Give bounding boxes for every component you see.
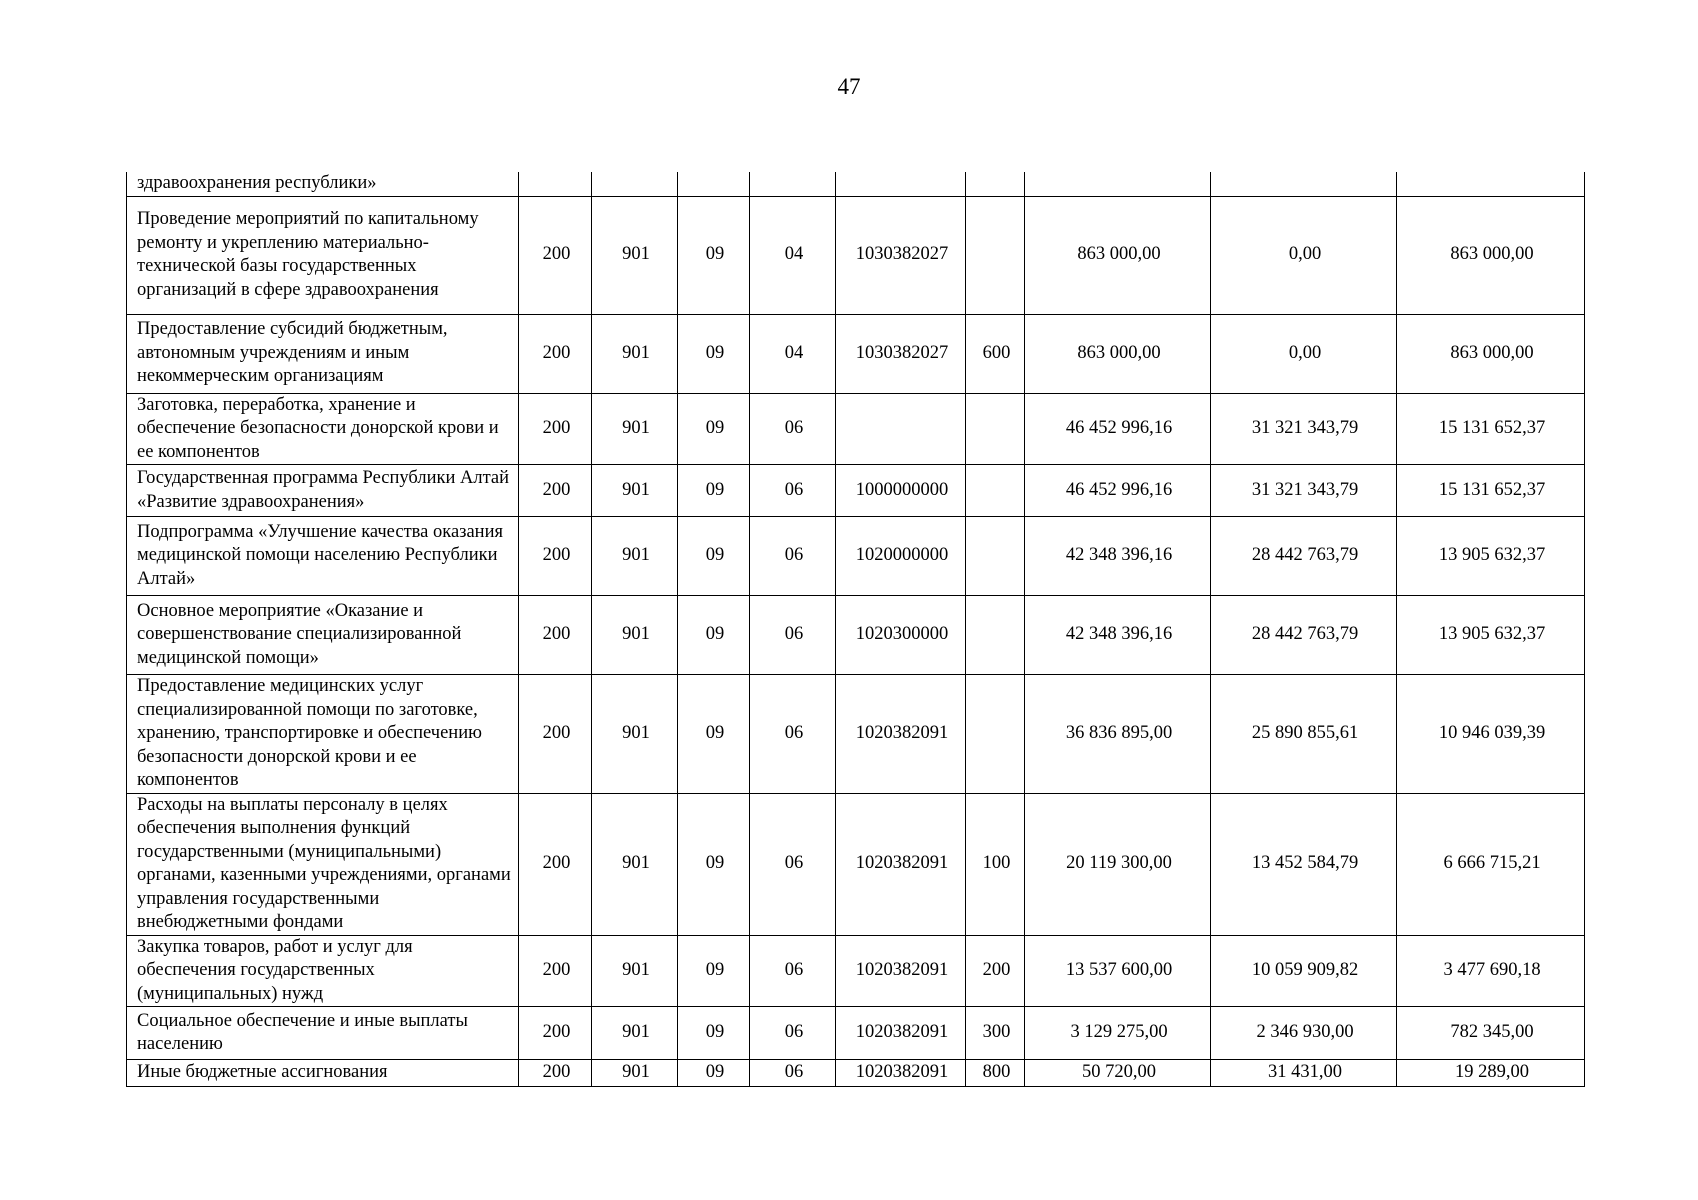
target-article-cell: 1030382027	[836, 314, 966, 393]
table-row	[127, 393, 1585, 465]
row-name-cell: Предоставление субсидий бюджетным, автономным учреждениям и иным некоммерческим организациям	[127, 314, 519, 393]
amount-executed-cell: 2 346 930,00	[1211, 1007, 1397, 1060]
ministry-code-cell: 901	[592, 465, 678, 517]
expense-type-cell: 600	[966, 314, 1025, 393]
ministry-code-cell: 901	[592, 596, 678, 675]
code-200-cell: 200	[519, 793, 592, 935]
target-article-cell: 1020382091	[836, 1007, 966, 1060]
amount-remaining-cell: 6 666 715,21	[1397, 793, 1585, 935]
target-article-cell	[836, 172, 966, 196]
ministry-code-cell: 901	[592, 675, 678, 794]
expense-type-cell: 200	[966, 935, 1025, 1007]
code-200-cell: 200	[519, 1060, 592, 1087]
amount-executed-cell: 25 890 855,61	[1211, 675, 1397, 794]
subsection-cell: 06	[750, 935, 836, 1007]
amount-remaining-cell: 15 131 652,37	[1397, 465, 1585, 517]
section-cell: 09	[678, 793, 750, 935]
section-cell: 09	[678, 935, 750, 1007]
page-number: 47	[837, 74, 861, 99]
subsection-cell: 06	[750, 675, 836, 794]
amount-executed-cell: 10 059 909,82	[1211, 935, 1397, 1007]
amount-planned-cell: 42 348 396,16	[1025, 596, 1211, 675]
subsection-cell: 06	[750, 517, 836, 596]
amount-executed-cell: 0,00	[1211, 314, 1397, 393]
expense-type-cell	[966, 196, 1025, 314]
code-200-cell: 200	[519, 314, 592, 393]
code-200-cell: 200	[519, 393, 592, 465]
amount-planned-cell: 50 720,00	[1025, 1060, 1211, 1087]
table-row	[127, 196, 1585, 314]
amount-planned-cell: 42 348 396,16	[1025, 517, 1211, 596]
section-cell: 09	[678, 596, 750, 675]
code-200-cell: 200	[519, 935, 592, 1007]
amount-planned-cell: 863 000,00	[1025, 196, 1211, 314]
expense-type-cell	[966, 517, 1025, 596]
ministry-code-cell: 901	[592, 935, 678, 1007]
table-row	[127, 1060, 1585, 1087]
subsection-cell: 06	[750, 1007, 836, 1060]
amount-planned-cell: 20 119 300,00	[1025, 793, 1211, 935]
row-name-cell: Расходы на выплаты персоналу в целях обеспечения выполнения функций государственными (муниципальными) органами, казенными учреждениями, органами управления государственными внебюджетными фондами	[127, 793, 519, 935]
expense-type-cell: 100	[966, 793, 1025, 935]
amount-planned-cell: 46 452 996,16	[1025, 465, 1211, 517]
section-cell: 09	[678, 314, 750, 393]
code-200-cell: 200	[519, 596, 592, 675]
table-row	[127, 935, 1585, 1007]
amount-planned-cell	[1025, 172, 1211, 196]
expense-type-cell	[966, 675, 1025, 794]
subsection-cell: 04	[750, 196, 836, 314]
expense-type-cell	[966, 393, 1025, 465]
expense-type-cell: 800	[966, 1060, 1025, 1087]
row-name-cell: Государственная программа Республики Алтай «Развитие здравоохранения»	[127, 465, 519, 517]
table-row	[127, 675, 1585, 794]
ministry-code-cell: 901	[592, 1060, 678, 1087]
target-article-cell: 1020300000	[836, 596, 966, 675]
section-cell: 09	[678, 1060, 750, 1087]
row-name-cell: Подпрограмма «Улучшение качества оказания медицинской помощи населению Республики Алтай»	[127, 517, 519, 596]
target-article-cell: 1020000000	[836, 517, 966, 596]
row-name-cell: Основное мероприятие «Оказание и совершенствование специализированной медицинской помощи»	[127, 596, 519, 675]
amount-executed-cell: 28 442 763,79	[1211, 517, 1397, 596]
subsection-cell: 06	[750, 793, 836, 935]
amount-remaining-cell: 782 345,00	[1397, 1007, 1585, 1060]
subsection-cell: 06	[750, 1060, 836, 1087]
table-row	[127, 1007, 1585, 1060]
table-row	[127, 596, 1585, 675]
target-article-cell: 1020382091	[836, 675, 966, 794]
expense-type-cell	[966, 596, 1025, 675]
amount-remaining-cell: 15 131 652,37	[1397, 393, 1585, 465]
ministry-code-cell: 901	[592, 393, 678, 465]
expense-type-cell	[966, 172, 1025, 196]
row-name-cell: Проведение мероприятий по капитальному ремонту и укреплению материально-технической базы государственных организаций в сфере здравоохранения	[127, 196, 519, 314]
row-name-cell: Закупка товаров, работ и услуг для обеспечения государственных (муниципальных) нужд	[127, 935, 519, 1007]
amount-planned-cell: 13 537 600,00	[1025, 935, 1211, 1007]
section-cell: 09	[678, 1007, 750, 1060]
amount-executed-cell: 31 431,00	[1211, 1060, 1397, 1087]
row-name-cell: Заготовка, переработка, хранение и обеспечение безопасности донорской крови и ее компонентов	[127, 393, 519, 465]
amount-executed-cell: 28 442 763,79	[1211, 596, 1397, 675]
amount-executed-cell: 13 452 584,79	[1211, 793, 1397, 935]
row-name-cell: Иные бюджетные ассигнования	[127, 1060, 519, 1087]
section-cell: 09	[678, 393, 750, 465]
code-200-cell: 200	[519, 1007, 592, 1060]
table-body	[127, 172, 1585, 1087]
amount-executed-cell: 0,00	[1211, 196, 1397, 314]
amount-remaining-cell: 13 905 632,37	[1397, 517, 1585, 596]
code-200-cell	[519, 172, 592, 196]
amount-remaining-cell: 3 477 690,18	[1397, 935, 1585, 1007]
table-row	[127, 172, 1585, 196]
code-200-cell: 200	[519, 517, 592, 596]
section-cell	[678, 172, 750, 196]
expense-type-cell: 300	[966, 1007, 1025, 1060]
section-cell: 09	[678, 196, 750, 314]
amount-planned-cell: 36 836 895,00	[1025, 675, 1211, 794]
ministry-code-cell	[592, 172, 678, 196]
target-article-cell: 1030382027	[836, 196, 966, 314]
amount-executed-cell: 31 321 343,79	[1211, 465, 1397, 517]
amount-remaining-cell: 13 905 632,37	[1397, 596, 1585, 675]
target-article-cell	[836, 393, 966, 465]
table-row	[127, 314, 1585, 393]
ministry-code-cell: 901	[592, 196, 678, 314]
amount-planned-cell: 863 000,00	[1025, 314, 1211, 393]
subsection-cell	[750, 172, 836, 196]
subsection-cell: 06	[750, 393, 836, 465]
ministry-code-cell: 901	[592, 1007, 678, 1060]
amount-executed-cell: 31 321 343,79	[1211, 393, 1397, 465]
amount-remaining-cell: 19 289,00	[1397, 1060, 1585, 1087]
target-article-cell: 1000000000	[836, 465, 966, 517]
ministry-code-cell: 901	[592, 517, 678, 596]
amount-planned-cell: 3 129 275,00	[1025, 1007, 1211, 1060]
target-article-cell: 1020382091	[836, 1060, 966, 1087]
subsection-cell: 06	[750, 596, 836, 675]
section-cell: 09	[678, 675, 750, 794]
amount-planned-cell: 46 452 996,16	[1025, 393, 1211, 465]
table-row	[127, 793, 1585, 935]
budget-table	[126, 172, 1585, 1087]
ministry-code-cell: 901	[592, 793, 678, 935]
expense-type-cell	[966, 465, 1025, 517]
ministry-code-cell: 901	[592, 314, 678, 393]
amount-remaining-cell: 863 000,00	[1397, 314, 1585, 393]
code-200-cell: 200	[519, 465, 592, 517]
table-row	[127, 465, 1585, 517]
target-article-cell: 1020382091	[836, 793, 966, 935]
row-name-cell: Предоставление медицинских услуг специализированной помощи по заготовке, хранению, транспортировке и обеспечению безопасности донорской крови и ее компонентов	[127, 675, 519, 794]
row-name-cell: Социальное обеспечение и иные выплаты населению	[127, 1007, 519, 1060]
target-article-cell: 1020382091	[836, 935, 966, 1007]
subsection-cell: 06	[750, 465, 836, 517]
table-row	[127, 517, 1585, 596]
code-200-cell: 200	[519, 196, 592, 314]
subsection-cell: 04	[750, 314, 836, 393]
section-cell: 09	[678, 517, 750, 596]
section-cell: 09	[678, 465, 750, 517]
amount-remaining-cell: 863 000,00	[1397, 196, 1585, 314]
amount-remaining-cell: 10 946 039,39	[1397, 675, 1585, 794]
amount-executed-cell	[1211, 172, 1397, 196]
code-200-cell: 200	[519, 675, 592, 794]
row-name-cell: здравоохранения республики»	[127, 172, 519, 196]
amount-remaining-cell	[1397, 172, 1585, 196]
